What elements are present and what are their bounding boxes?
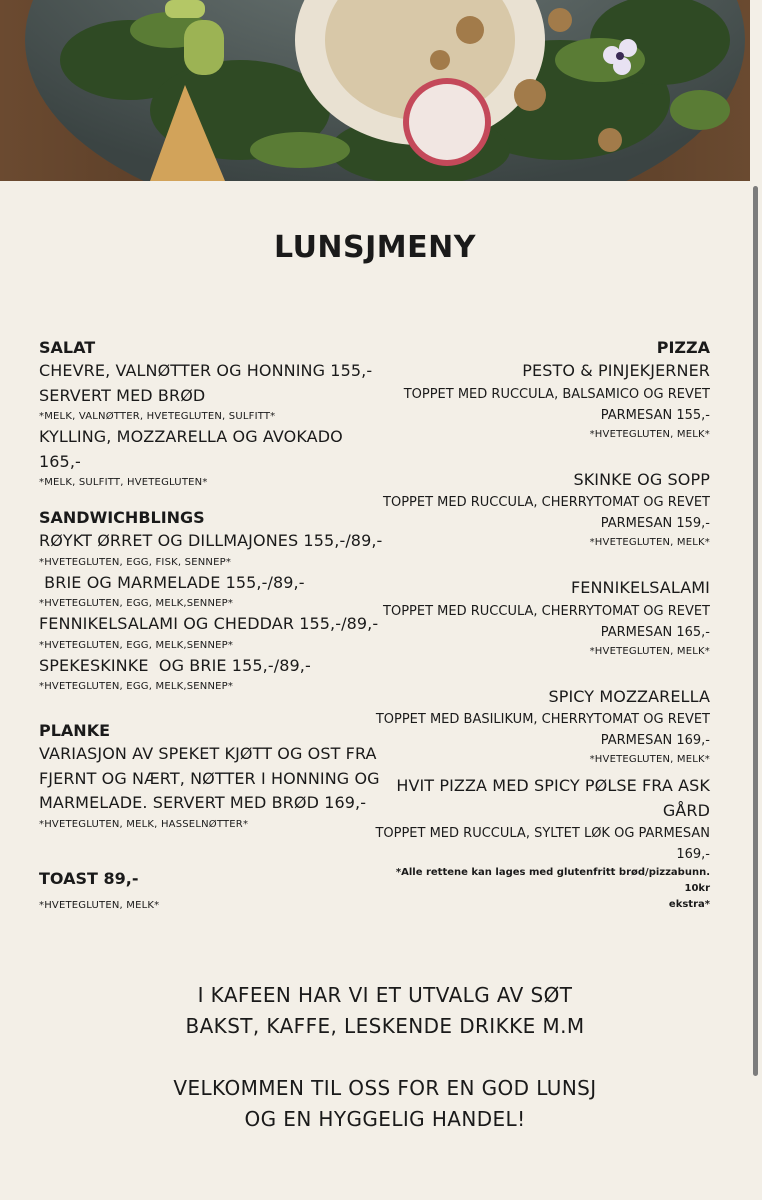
sandwich-item-allergens: *HVETEGLUTEN, EGG, MELK,SENNEP*: [39, 639, 234, 651]
pizza-allergens: *HVETEGLUTEN, MELK*: [589, 537, 710, 548]
salat-item-chevre-line2: SERVERT MED BRØD: [39, 385, 206, 405]
footer-welcome-text: [0, 1073, 762, 1135]
gluten-free-note-line2: ekstra*: [668, 899, 710, 910]
sandwich-item-allergens: *HVETEGLUTEN, EGG, MELK,SENNEP*: [39, 598, 234, 609]
salat-item-kylling-allergens: *MELK, SULFITT, HVETEGLUTEN*: [39, 477, 208, 488]
salat-heading: SALAT: [39, 338, 96, 357]
pizza-desc: PARMESAN 159,-: [600, 516, 710, 531]
pizza-name: FENNIKELSALAMI: [570, 578, 710, 597]
salad-photo-illustration: [0, 0, 750, 181]
pizza-desc: PARMESAN 155,-: [600, 407, 710, 423]
toast-section: [39, 869, 389, 914]
pizza-item-pesto: [372, 359, 710, 443]
pizza-item-hvit: [372, 774, 710, 865]
pizza-desc: PARMESAN 169,-: [600, 733, 710, 748]
left-column: [39, 338, 389, 914]
pizza-name-line2: GÅRD: [662, 800, 710, 820]
salat-item-kylling: KYLLING, MOZZARELLA OG AVOKADO 165,-: [39, 427, 343, 471]
pizza-heading: PIZZA: [656, 338, 710, 357]
footer-line: BAKST, KAFFE, LESKENDE DRIKKE M.M: [185, 1014, 585, 1038]
pizza-desc: TOPPET MED RUCCULA, CHERRYTOMAT OG REVET: [383, 603, 710, 619]
pizza-allergens: *HVETEGLUTEN, MELK*: [589, 428, 710, 440]
sandwich-heading: SANDWICHBLINGS: [39, 508, 205, 527]
salat-section: [39, 338, 389, 491]
pizza-desc: 169,-: [676, 847, 710, 862]
planke-desc-line: MARMELADE. SERVERT MED BRØD 169,-: [39, 793, 367, 812]
planke-desc-line: VARIASJON AV SPEKET KJØTT OG OST FRA: [39, 744, 377, 763]
menu-title: LUNSJMENY: [274, 230, 476, 265]
pizza-desc: TOPPET MED RUCCULA, SYLTET LØK OG PARMESAN: [375, 826, 710, 841]
footer-line: VELKOMMEN TIL OSS FOR EN GOD LUNSJ: [173, 1076, 597, 1100]
pizza-name: SKINKE OG SOPP: [573, 469, 710, 489]
pizza-name: PESTO & PINJEKJERNER: [522, 361, 710, 380]
pizza-name: SPICY MOZZARELLA: [548, 686, 710, 706]
toast-allergens: *HVETEGLUTEN, MELK*: [39, 899, 160, 911]
salat-item-chevre: CHEVRE, VALNØTTER OG HONNING 155,-: [39, 361, 373, 380]
pizza-name: HVIT PIZZA MED SPICY PØLSE FRA ASK: [396, 776, 710, 795]
scrollbar-thumb[interactable]: [753, 186, 758, 1076]
footer-line: OG EN HYGGELIG HANDEL!: [244, 1107, 526, 1131]
planke-section: [39, 721, 389, 833]
gluten-free-note: *Alle rettene kan lages med glutenfritt brød/pizzabunn. 10kr: [395, 867, 710, 894]
pizza-desc: PARMESAN 165,-: [600, 624, 710, 640]
sandwich-item: SPEKESKINKE OG BRIE 155,-/89,-: [39, 655, 311, 675]
sandwich-item: BRIE OG MARMELADE 155,-/89,-: [39, 572, 305, 592]
planke-desc-line: FJERNT OG NÆRT, NØTTER I HONNING OG: [39, 768, 380, 788]
pizza-desc: TOPPET MED RUCCULA, CHERRYTOMAT OG REVET: [383, 495, 710, 510]
planke-allergens: *HVETEGLUTEN, MELK, HASSELNØTTER*: [39, 818, 249, 830]
salat-item-chevre-allergens: *MELK, VALNØTTER, HVETEGLUTEN, SULFITT*: [39, 411, 276, 422]
pizza-allergens: *HVETEGLUTEN, MELK*: [589, 645, 710, 657]
footer-bakery-text: [0, 980, 762, 1042]
hero-image: [0, 0, 750, 181]
pizza-item-fennikel: [372, 576, 710, 660]
toast-heading: TOAST 89,-: [39, 868, 139, 888]
pizza-item-spicy-mozzarella: [372, 685, 710, 769]
sandwich-section: [39, 508, 389, 695]
pizza-allergens: *HVETEGLUTEN, MELK*: [589, 754, 710, 765]
sandwich-item-allergens: *HVETEGLUTEN, EGG, FISK, SENNEP*: [39, 556, 232, 568]
right-column: [372, 338, 710, 913]
footer-line: I KAFEEN HAR VI ET UTVALG AV SØT: [197, 983, 573, 1007]
pizza-item-skinke: [372, 468, 710, 552]
sandwich-item: RØYKT ØRRET OG DILLMAJONES 155,-/89,-: [39, 531, 383, 550]
pizza-desc: TOPPET MED RUCCULA, BALSAMICO OG REVET: [403, 386, 710, 402]
sandwich-item: FENNIKELSALAMI OG CHEDDAR 155,-/89,-: [39, 614, 379, 633]
pizza-desc: TOPPET MED BASILIKUM, CHERRYTOMAT OG REVET: [375, 712, 710, 727]
planke-heading: PLANKE: [39, 721, 111, 740]
sandwich-item-allergens: *HVETEGLUTEN, EGG, MELK,SENNEP*: [39, 681, 234, 692]
